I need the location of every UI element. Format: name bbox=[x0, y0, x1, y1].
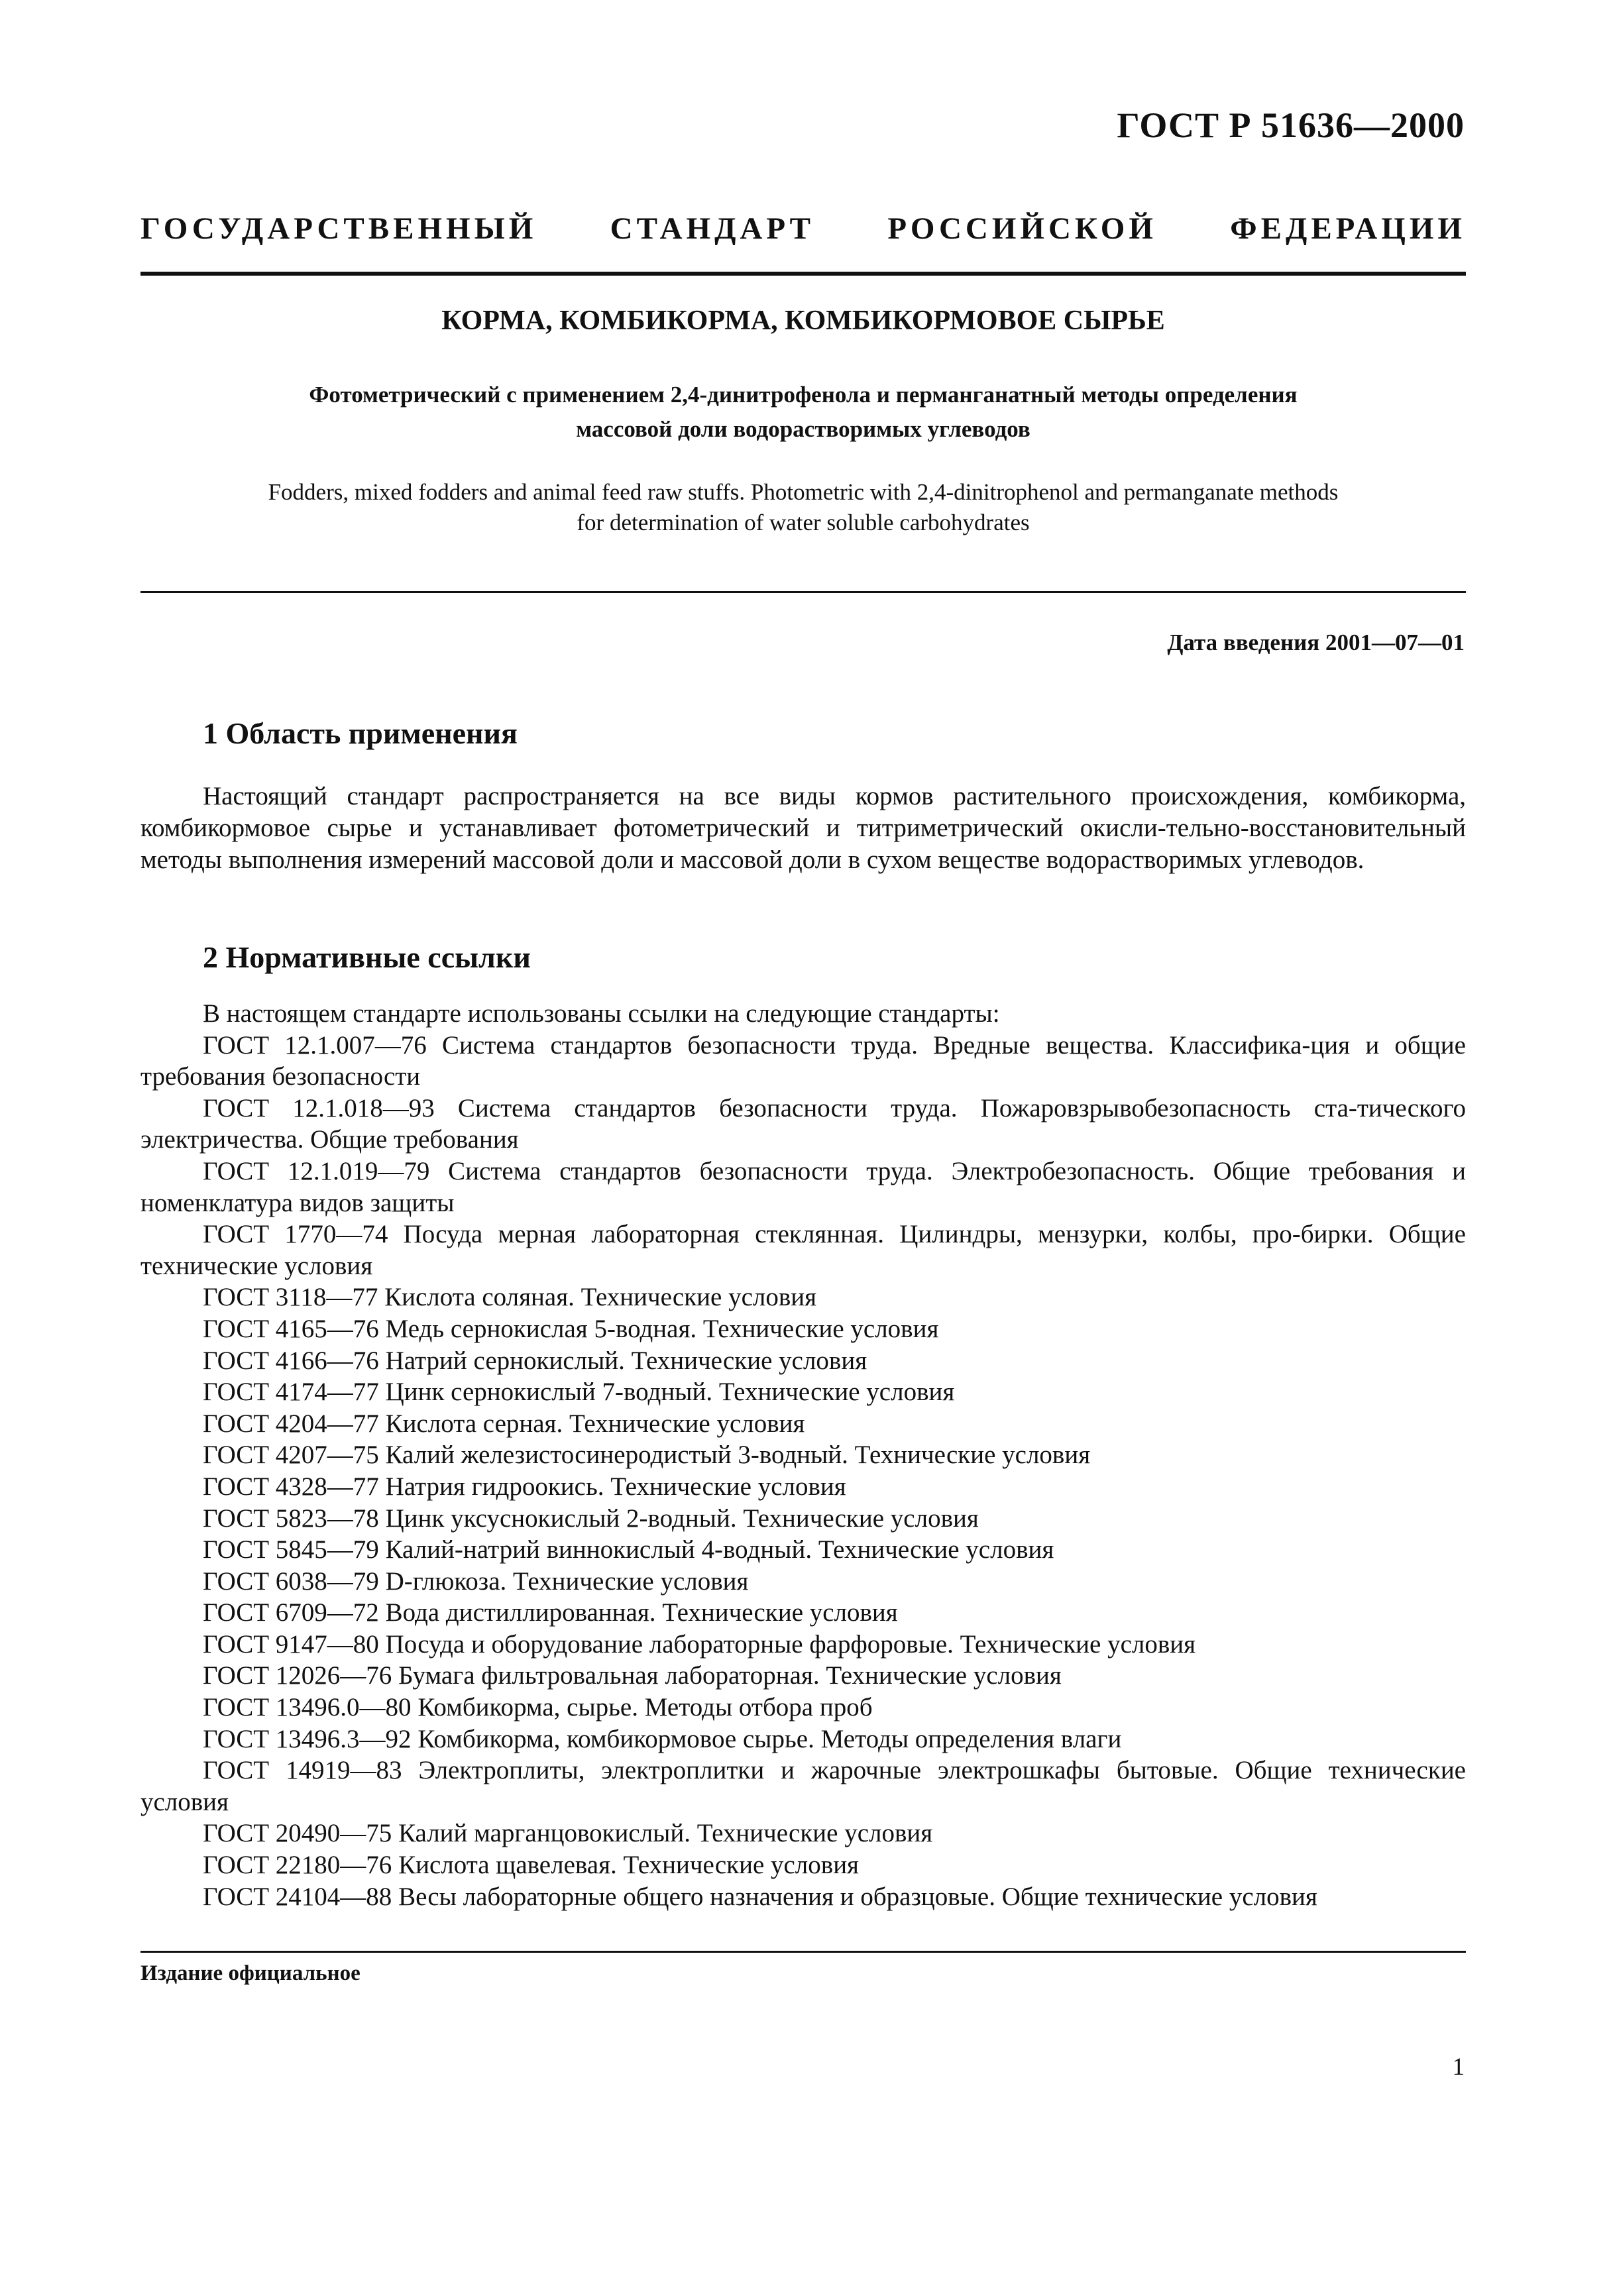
reference-item bbox=[140, 1597, 1466, 1629]
reference-title: Цинк уксуснокислый 2-водный. Технические условия bbox=[385, 1503, 979, 1533]
english-title bbox=[140, 477, 1466, 538]
footer-rule bbox=[140, 1951, 1466, 1953]
reference-item bbox=[140, 1660, 1466, 1692]
english-title-line: for determination of water soluble carbohydrates bbox=[577, 510, 1030, 535]
reference-item bbox=[140, 1755, 1466, 1818]
reference-code: ГОСТ 24104—88 bbox=[203, 1882, 392, 1911]
reference-item bbox=[140, 1471, 1466, 1503]
reference-item bbox=[140, 1408, 1466, 1440]
effective-date: Дата введения 2001—07—01 bbox=[1167, 629, 1465, 655]
reference-title: Кислота щавелевая. Технические условия bbox=[398, 1851, 859, 1880]
reference-title: Система стандартов безопасности труда. Вредные вещества. Классифика-ция и общие требования безопасности bbox=[140, 1030, 1466, 1091]
reference-code: ГОСТ 4328—77 bbox=[203, 1472, 379, 1501]
reference-item bbox=[140, 1849, 1466, 1881]
reference-item bbox=[140, 1030, 1466, 1093]
reference-code: ГОСТ 9147—80 bbox=[203, 1629, 379, 1659]
state-standard-title: ГОСУДАРСТВЕННЫЙ СТАНДАРТ РОССИЙСКОЙ ФЕДЕРАЦИИ bbox=[140, 211, 1466, 246]
standard-code: ГОСТ Р 51636—2000 bbox=[1117, 105, 1465, 145]
reference-title: Кислота соляная. Технические условия bbox=[384, 1283, 817, 1312]
reference-code: ГОСТ 13496.3—92 bbox=[203, 1724, 412, 1753]
reference-item bbox=[140, 1345, 1466, 1377]
reference-code: ГОСТ 6038—79 bbox=[203, 1566, 379, 1596]
reference-code: ГОСТ 4174—77 bbox=[203, 1378, 379, 1407]
reference-item bbox=[140, 1093, 1466, 1156]
reference-title: Калий марганцовокислый. Технические условия bbox=[398, 1819, 933, 1848]
official-edition-label: Издание официальное bbox=[140, 1961, 361, 1985]
reference-item bbox=[140, 1629, 1466, 1661]
reference-title: Электроплиты, электроплитки и жарочные электрошкафы бытовые. Общие технические условия bbox=[140, 1756, 1466, 1816]
reference-item bbox=[140, 1818, 1466, 1849]
reference-title: Калий-натрий виннокислый 4-водный. Технические условия bbox=[385, 1535, 1054, 1564]
reference-item bbox=[140, 1566, 1466, 1598]
title-rule bbox=[140, 591, 1466, 593]
reference-item bbox=[140, 1439, 1466, 1471]
reference-code: ГОСТ 12026—76 bbox=[203, 1661, 392, 1690]
reference-code: ГОСТ 22180—76 bbox=[203, 1851, 392, 1880]
reference-code: ГОСТ 12.1.019—79 bbox=[203, 1156, 430, 1185]
reference-title: Комбикорма, комбикормовое сырье. Методы определения влаги bbox=[417, 1724, 1122, 1753]
reference-code: ГОСТ 4165—76 bbox=[203, 1314, 379, 1343]
reference-title: Система стандартов безопасности труда. Пожаровзрывобезопасность ста-тического электричества. Общие требования bbox=[140, 1093, 1466, 1154]
subtitle-line: Фотометрический с применением 2,4-динитрофенола и перманганатный методы определения bbox=[309, 382, 1298, 408]
document-title: КОРМА, КОМБИКОРМА, КОМБИКОРМОВОЕ СЫРЬЕ bbox=[441, 305, 1165, 336]
document-subtitle bbox=[140, 378, 1466, 447]
section-2-heading: 2 Нормативные ссылки bbox=[203, 940, 531, 974]
reference-title: Бумага фильтровальная лабораторная. Технические условия bbox=[398, 1661, 1062, 1690]
english-title-line: Fodders, mixed fodders and animal feed raw stuffs. Photometric with 2,4-dinitrophenol and permanganate methods bbox=[268, 479, 1339, 505]
reference-title: Натрий сернокислый. Технические условия bbox=[385, 1346, 867, 1375]
reference-title: Натрия гидроокись. Технические условия bbox=[385, 1472, 846, 1501]
reference-item bbox=[140, 1881, 1466, 1913]
reference-title: Посуда и оборудование лабораторные фарфоровые. Технические условия bbox=[385, 1629, 1196, 1659]
reference-code: ГОСТ 6709—72 bbox=[203, 1598, 379, 1627]
reference-title: Посуда мерная лабораторная стеклянная. Цилиндры, мензурки, колбы, про-бирки. Общие технические условия bbox=[140, 1220, 1466, 1280]
reference-code: ГОСТ 4166—76 bbox=[203, 1346, 379, 1375]
reference-title: Цинк сернокислый 7-водный. Технические условия bbox=[385, 1378, 955, 1407]
reference-item bbox=[140, 1723, 1466, 1755]
reference-item bbox=[140, 1692, 1466, 1723]
page-number: 1 bbox=[1452, 2053, 1465, 2081]
reference-item bbox=[140, 1376, 1466, 1408]
reference-code: ГОСТ 1770—74 bbox=[203, 1220, 388, 1249]
reference-item bbox=[140, 1219, 1466, 1282]
reference-title: Комбикорма, сырье. Методы отбора проб bbox=[417, 1693, 873, 1722]
reference-code: ГОСТ 13496.0—80 bbox=[203, 1693, 412, 1722]
references-list bbox=[140, 998, 1466, 1912]
reference-title: Кислота серная. Технические условия bbox=[385, 1409, 805, 1438]
reference-code: ГОСТ 12.1.018—93 bbox=[203, 1093, 435, 1122]
reference-item bbox=[140, 1534, 1466, 1566]
reference-title: Медь сернокислая 5-водная. Технические условия bbox=[385, 1314, 939, 1343]
section-1-heading: 1 Область применения bbox=[203, 716, 518, 750]
reference-code: ГОСТ 20490—75 bbox=[203, 1819, 392, 1848]
reference-item bbox=[140, 1282, 1466, 1313]
reference-item bbox=[140, 1156, 1466, 1219]
reference-title: Калий железистосинеродистый 3-водный. Технические условия bbox=[385, 1441, 1091, 1470]
reference-code: ГОСТ 4204—77 bbox=[203, 1409, 379, 1438]
reference-code: ГОСТ 5823—78 bbox=[203, 1503, 379, 1533]
reference-item bbox=[140, 1503, 1466, 1535]
section-1-text: Настоящий стандарт распространяется на все виды кормов растительного происхождения, комбикорма, комбикормовое сырье и устанавливает фотометрический и титриметрический окисли-тельно-восстановительный методы выполнения измерений массовой доли и массовой доли в сухом веществе водорастворимых углеводов. bbox=[140, 782, 1466, 874]
reference-code: ГОСТ 14919—83 bbox=[203, 1756, 402, 1785]
reference-title: Весы лабораторные общего назначения и образцовые. Общие технические условия bbox=[398, 1882, 1317, 1911]
reference-code: ГОСТ 4207—75 bbox=[203, 1441, 379, 1470]
header-rule bbox=[140, 272, 1466, 276]
references-intro: В настоящем стандарте использованы ссылки на следующие стандарты: bbox=[203, 999, 1000, 1028]
reference-item bbox=[140, 1313, 1466, 1345]
subtitle-line: массовой доли водорастворимых углеводов bbox=[576, 416, 1030, 442]
reference-title: Система стандартов безопасности труда. Электробезопасность. Общие требования и номенклатура видов защиты bbox=[140, 1156, 1467, 1217]
reference-code: ГОСТ 5845—79 bbox=[203, 1535, 379, 1564]
reference-title: D-глюкоза. Технические условия bbox=[385, 1566, 749, 1596]
reference-code: ГОСТ 12.1.007—76 bbox=[203, 1030, 427, 1060]
reference-code: ГОСТ 3118—77 bbox=[203, 1283, 378, 1312]
reference-title: Вода дистиллированная. Технические условия bbox=[385, 1598, 898, 1627]
